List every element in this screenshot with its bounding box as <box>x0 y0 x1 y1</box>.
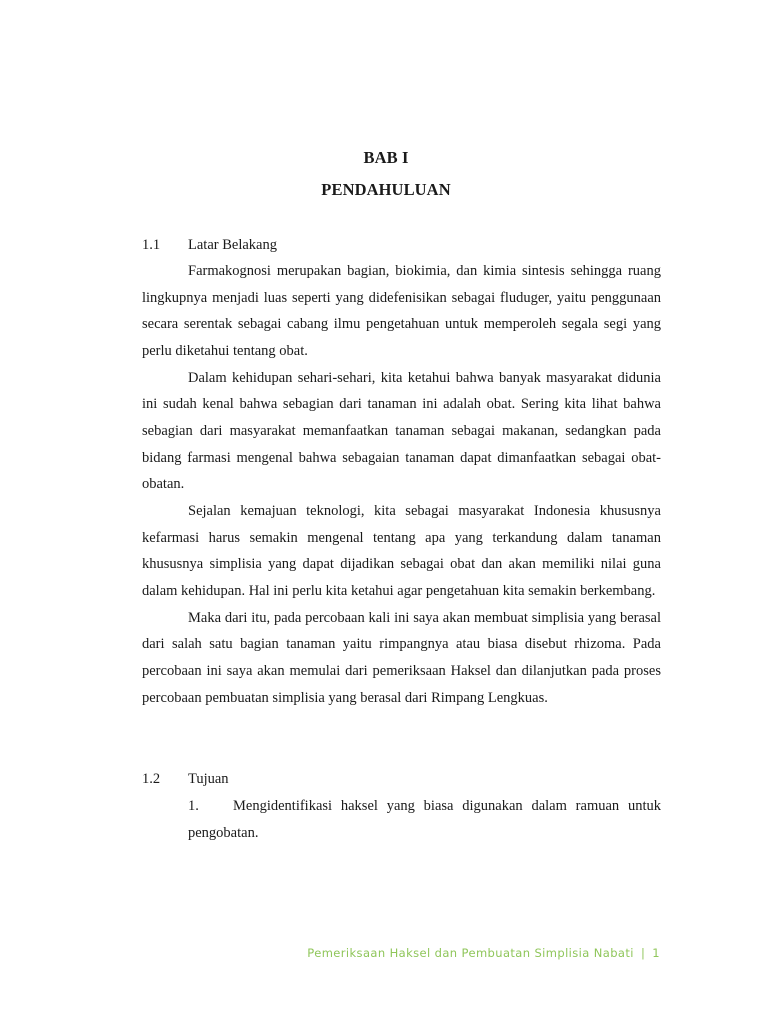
section-title: Tujuan <box>188 771 229 787</box>
section-number: 1.1 <box>142 237 161 253</box>
paragraph: Farmakognosi merupakan bagian, biokimia, dan kimia sintesis sehingga ruang lingkupnya menjadi luas seperti yang didefenisikan sebagai fluduger, yaitu penggunaan secara serentak sebagai cabang ilmu pengetahuan untuk memperoleh segala segi yang perlu diketahui tentang obat. <box>142 263 661 360</box>
footer-separator: | <box>640 946 646 960</box>
section-body-latar-belakang <box>142 258 661 711</box>
list-item-text: Mengidentifikasi haksel yang biasa digunakan dalam ramuan untuk pengobatan. <box>188 798 661 841</box>
chapter-label: BAB I <box>363 148 409 167</box>
paragraph: Dalam kehidupan sehari-sehari, kita ketahui bahwa banyak masyarakat didunia ini sudah kenal bahwa sebagian dari tanaman ini adalah obat. Sering kita lihat bahwa sebagian dari masyarakat memanfaatkan tanaman sebagai makanan, sedangkan pada bidang farmasi mengenal bahwa sebagaian tanaman dapat dimanfaatkan sebagai obat-obatan. <box>142 369 661 493</box>
chapter-title: PENDAHULUAN <box>321 180 451 199</box>
paragraph: Maka dari itu, pada percobaan kali ini saya akan membuat simplisia yang berasal dari salah satu bagian tanaman yaitu rimpangnya atau biasa disebut rhizoma. Pada percobaan ini saya akan memulai dari pemeriksaan Haksel dan dilanjutkan pada proses percobaan pembuatan simplisia yang berasal dari Rimpang Lengkuas. <box>142 609 661 706</box>
list-item <box>188 793 661 847</box>
objective-list <box>188 793 661 847</box>
running-title: Pemeriksaan Haksel dan Pembuatan Simplisia Nabati <box>307 946 634 960</box>
section-title: Latar Belakang <box>188 237 277 253</box>
page-number: 1 <box>652 946 660 960</box>
page-footer <box>307 946 660 960</box>
list-item-number: 1. <box>188 798 199 814</box>
section-number: 1.2 <box>142 771 161 787</box>
paragraph: Sejalan kemajuan teknologi, kita sebagai masyarakat Indonesia khususnya kefarmasi harus semakin mengenal tentang apa yang terkandung dalam tanaman khususnya simplisia yang dapat dijadikan sebagai obat dan akan memiliki nilai guna dalam kehidupan. Hal ini perlu kita ketahui agar pengetahuan kita semakin berkembang. <box>142 503 661 600</box>
